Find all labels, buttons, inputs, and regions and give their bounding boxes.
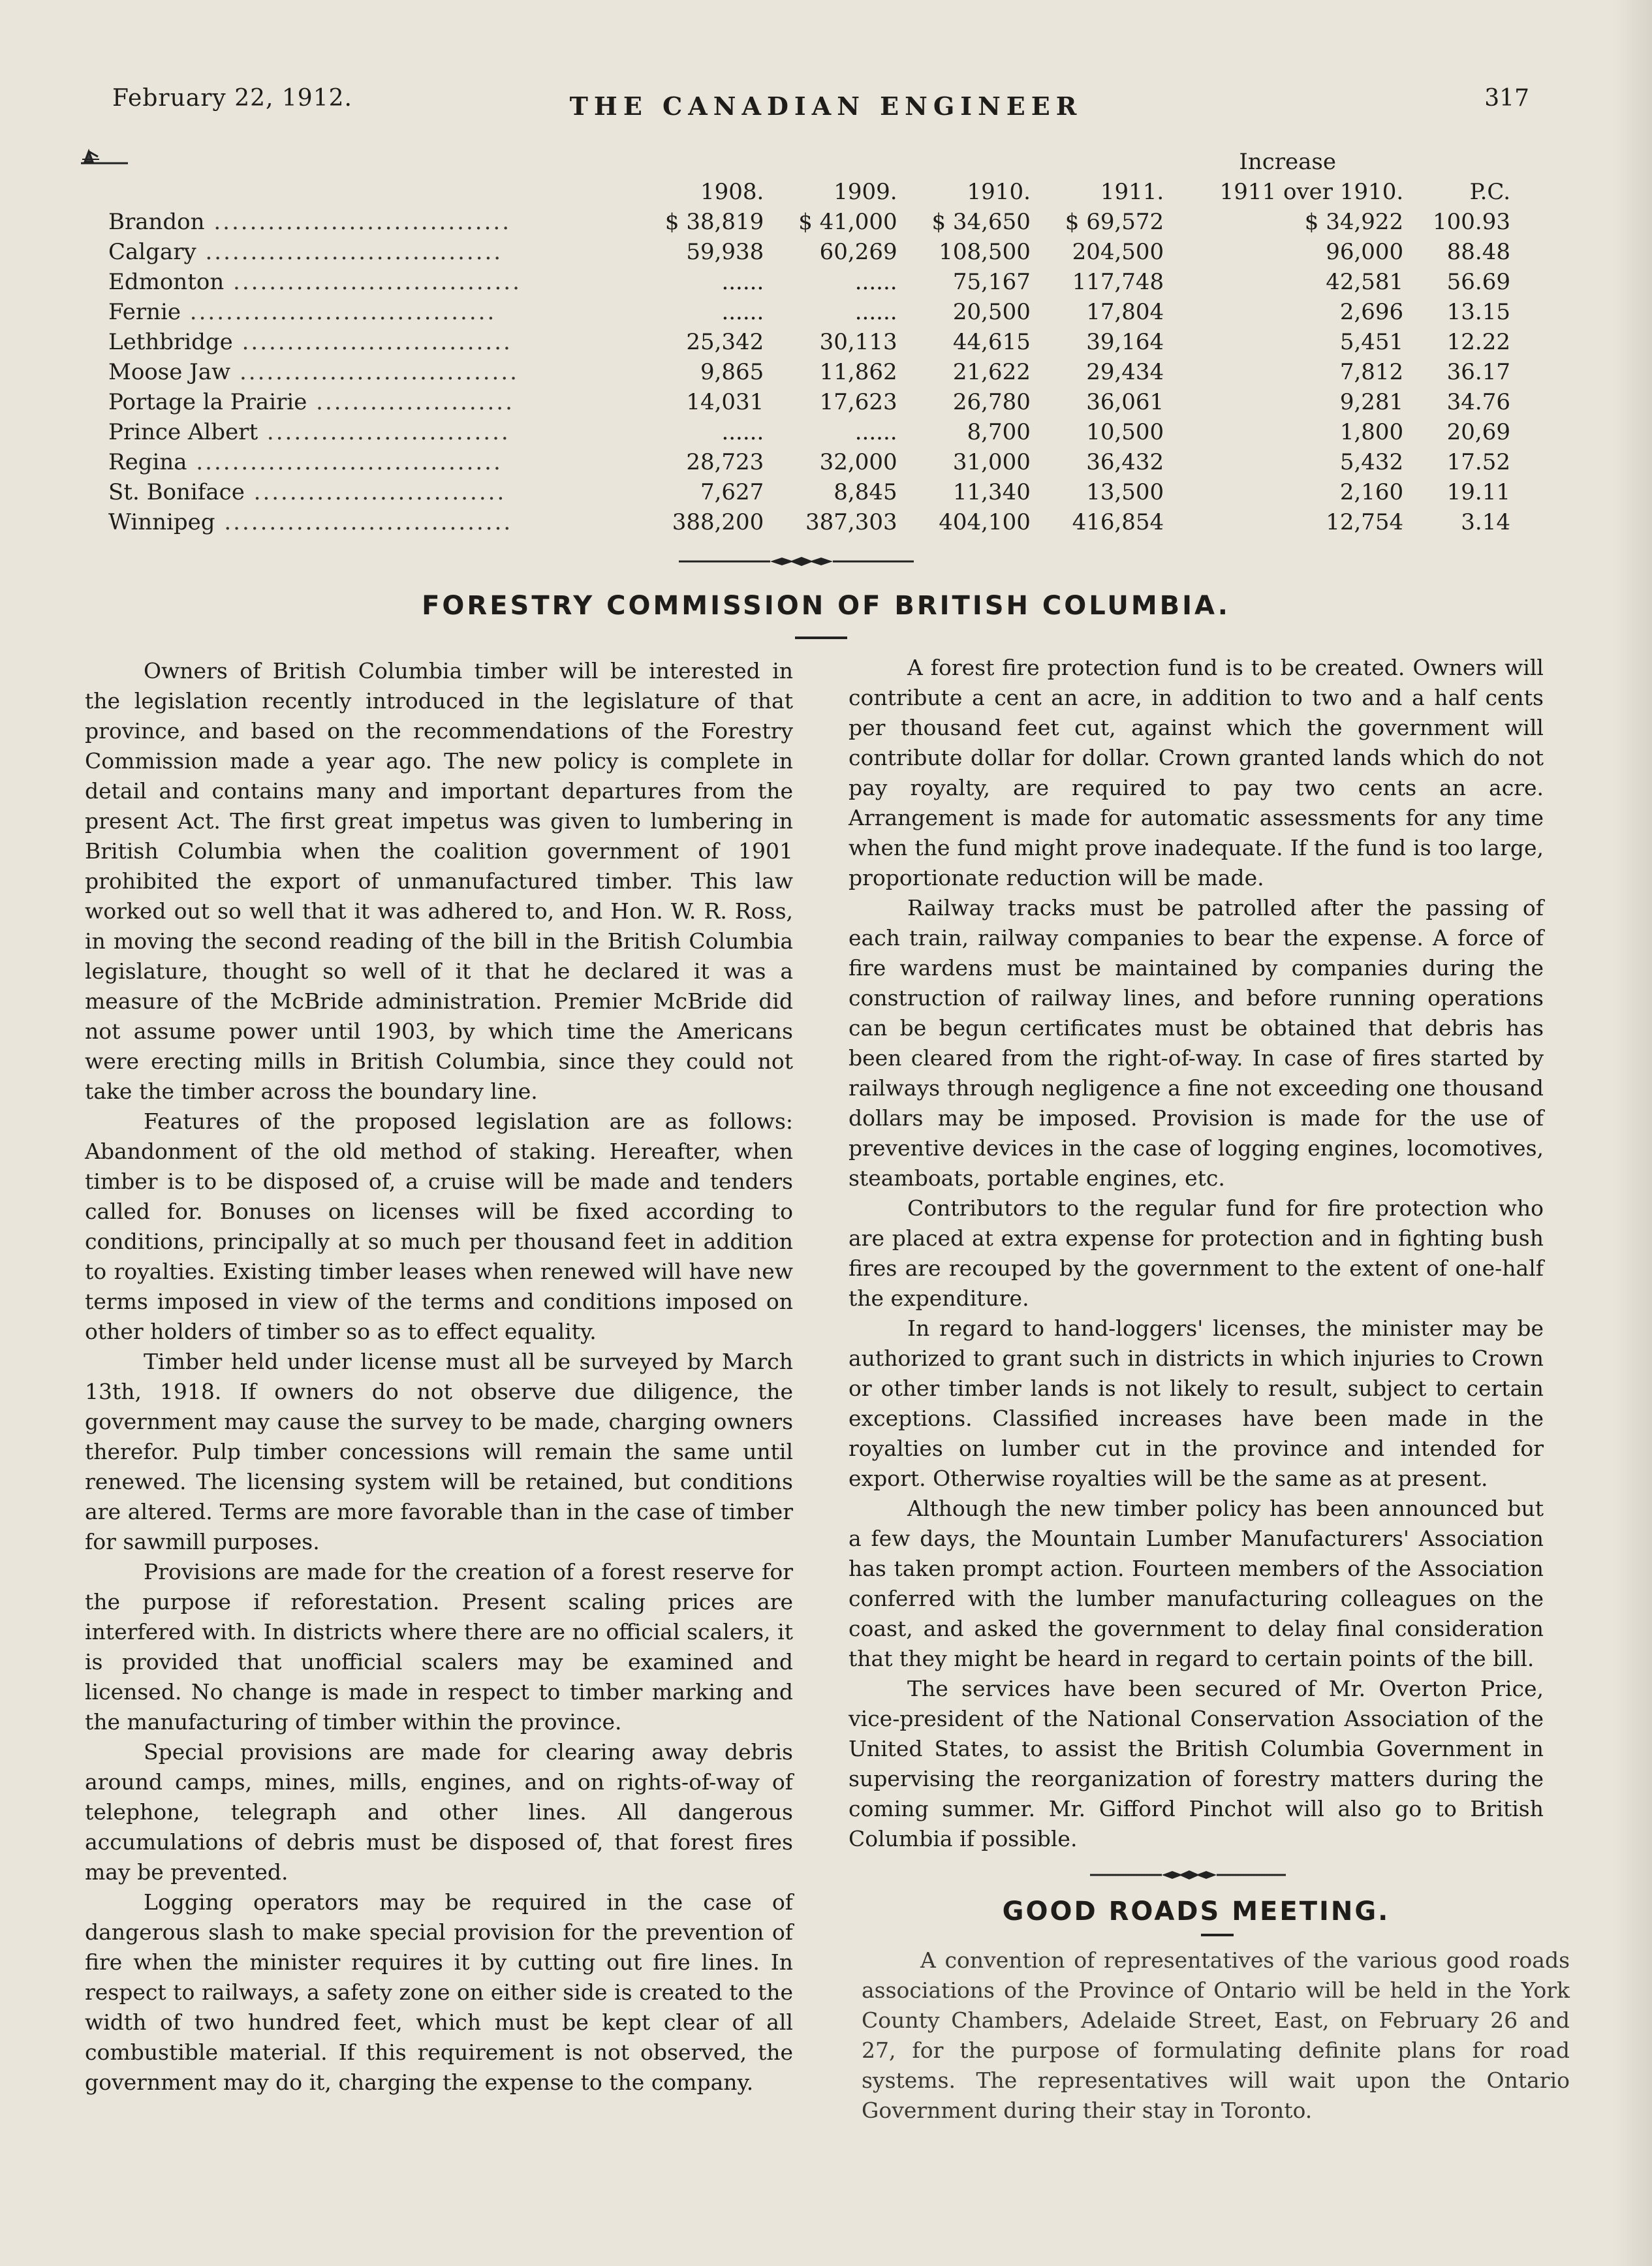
city-cell bbox=[104, 477, 634, 507]
value-cell-pc: 13.15 bbox=[1446, 299, 1510, 325]
city-cell bbox=[104, 447, 634, 477]
page-number: 317 bbox=[1484, 85, 1529, 112]
good-roads-title: GOOD ROADS MEETING. bbox=[1002, 1896, 1390, 1927]
value-cell-y1910: 20,500 bbox=[952, 299, 1031, 325]
value-cell-incr: 2,160 bbox=[1339, 479, 1404, 505]
table-row bbox=[104, 447, 1514, 477]
value-cell-y1911: 416,854 bbox=[1072, 509, 1164, 535]
paragraph: The services have been secured of Mr. Overton Price, vice-president of the National Conservation Association of the United States, to assist the British Columbia Government in supervising the reorganization of forestry matters during the coming summer. Mr. Gifford Pinchot will also go to British Columbia if possible. bbox=[849, 1676, 1544, 1851]
city-name: Lethbridge bbox=[108, 329, 233, 355]
value-cell-y1909: ...... bbox=[854, 419, 897, 445]
value-cell-y1908: 28,723 bbox=[686, 449, 764, 475]
leader-dots: .................................. bbox=[187, 449, 503, 475]
column-header: 1911 over 1910. bbox=[1219, 179, 1404, 205]
value-cell-y1909: 30,113 bbox=[819, 329, 897, 355]
table-row bbox=[104, 237, 1514, 267]
leader-dots: .................................. bbox=[181, 299, 497, 325]
table-row bbox=[104, 387, 1514, 417]
value-cell-y1909: 8,845 bbox=[834, 479, 897, 505]
value-cell-y1909: 387,303 bbox=[805, 509, 897, 535]
value-cell-incr: 2,696 bbox=[1339, 299, 1404, 325]
value-cell-incr: 9,281 bbox=[1339, 389, 1404, 415]
value-cell-y1908: 388,200 bbox=[672, 509, 764, 535]
value-cell-y1910: 44,615 bbox=[952, 329, 1031, 355]
value-cell-incr: $ 34,922 bbox=[1304, 209, 1404, 235]
table-row bbox=[104, 507, 1514, 537]
value-cell-incr: 7,812 bbox=[1339, 359, 1404, 385]
value-cell-y1911: 36,432 bbox=[1086, 449, 1164, 475]
paragraph: Owners of British Columbia timber will be interested in the legislation recently introduced in the legislature of that province, and based on the recommendations of the Forestry Commission made a year ago. The new policy is complete in detail and contains many and important departures from the present Act. The first great impetus was given to lumbering in British Columbia when the coalition government of 1901 prohibited the export of unmanufactured timber. This law worked out so well that it was adhered to, and Hon. W. R. Ross, in moving the second reading of the bill in the British Columbia legislature, thought so well of it that he declared it was a measure of the McBride administration. Premier McBride did not assume power until 1903, by which time the Americans were erecting mills in British Columbia, since they could not take the timber across the boundary line. bbox=[85, 658, 793, 1104]
leader-dots: ................................. bbox=[196, 239, 503, 265]
city-cell bbox=[104, 357, 634, 387]
value-cell-y1909: 17,623 bbox=[819, 389, 897, 415]
paragraph: A convention of representatives of the various good roads associations of the Province of Ontario will be held in the York County Chambers, Adelaide Street, East, on February 26 and 27, for the purpose of formulating definite plans for road systems. The representatives will wait upon the Ontario Government during their stay in Toronto. bbox=[862, 1947, 1570, 2123]
city-cell bbox=[104, 207, 634, 237]
value-cell-y1908: 14,031 bbox=[686, 389, 764, 415]
paragraph: A forest fire protection fund is to be created. Owners will contribute a cent an acre, in addition to two and a half cents per thousand feet cut, against which the government will contribute dollar for dollar. Crown granted lands which do not pay royalty, are required to pay two cents an acre. Arrangement is made for automatic assessments for any time when the fund might prove inadequate. If the fund is too large, proportionate reduction will be made. bbox=[849, 655, 1544, 890]
value-cell-pc: 100.93 bbox=[1433, 209, 1510, 235]
city-name: Portage la Prairie bbox=[108, 389, 307, 415]
value-cell-y1910: 108,500 bbox=[939, 239, 1031, 265]
table-row bbox=[104, 327, 1514, 357]
value-cell-incr: 12,754 bbox=[1326, 509, 1404, 535]
table-row bbox=[104, 417, 1514, 447]
city-name: Moose Jaw bbox=[108, 359, 231, 385]
value-cell-pc: 19.11 bbox=[1446, 479, 1510, 505]
value-cell-y1910: 8,700 bbox=[967, 419, 1031, 445]
leader-dots: ............................ bbox=[244, 479, 507, 505]
value-cell-y1911: 204,500 bbox=[1072, 239, 1164, 265]
paragraph: Features of the proposed legislation are as follows: Abandonment of the old method of staking. Hereafter, when timber is to be disposed of, a cruise will be made and tenders called for. Bonuses on licenses will be fixed according to conditions, principally at so much per thousand feet in addition to royalties. Existing timber leases when renewed will have new terms imposed in view of the terms and conditions imposed on other holders of timber so as to effect equality. bbox=[85, 1109, 793, 1344]
column-header: 1911. bbox=[1100, 179, 1164, 205]
value-cell-incr: 42,581 bbox=[1326, 269, 1404, 295]
value-cell-y1911: 29,434 bbox=[1086, 359, 1164, 385]
column-header: 1910. bbox=[967, 179, 1031, 205]
increase-header: Increase bbox=[1239, 149, 1336, 175]
table-header-row bbox=[104, 177, 1514, 207]
leader-dots: ................................ bbox=[215, 509, 513, 535]
city-cell bbox=[104, 507, 634, 537]
column-header: P.C. bbox=[1469, 179, 1510, 205]
value-cell-y1911: 39,164 bbox=[1086, 329, 1164, 355]
title-underline bbox=[795, 637, 847, 639]
value-cell-pc: 12.22 bbox=[1446, 329, 1510, 355]
value-cell-y1909: 32,000 bbox=[819, 449, 897, 475]
value-cell-y1908: 25,342 bbox=[686, 329, 764, 355]
city-cell bbox=[104, 267, 634, 297]
value-cell-y1908: ...... bbox=[721, 269, 764, 295]
value-cell-y1911: $ 69,572 bbox=[1065, 209, 1164, 235]
value-cell-y1908: 9,865 bbox=[700, 359, 764, 385]
value-cell-y1909: 11,862 bbox=[819, 359, 897, 385]
city-cell bbox=[104, 297, 634, 327]
table-row bbox=[104, 297, 1514, 327]
value-cell-y1910: 404,100 bbox=[939, 509, 1031, 535]
value-cell-y1909: $ 41,000 bbox=[798, 209, 897, 235]
value-cell-y1908: ...... bbox=[721, 419, 764, 445]
value-cell-y1908: ...... bbox=[721, 299, 764, 325]
value-cell-y1908: $ 38,819 bbox=[664, 209, 764, 235]
column-header: 1909. bbox=[834, 179, 897, 205]
value-cell-y1910: 75,167 bbox=[952, 269, 1031, 295]
value-cell-incr: 5,451 bbox=[1339, 329, 1404, 355]
leader-dots: ................................ bbox=[224, 269, 522, 295]
city-name: Prince Albert bbox=[108, 419, 258, 445]
value-cell-pc: 17.52 bbox=[1446, 449, 1510, 475]
paragraph: Railway tracks must be patrolled after the passing of each train, railway companies to bear the expense. A force of fire wardens must be maintained by companies during the construction of railway lines, and before running operations can be begun certificates must be obtained that debris has been cleared from the right-of-way. In case of fires started by railways through negligence a fine not exceeding one thousand dollars may be imposed. Provision is made for the use of preventive devices in the case of logging engines, locomotives, steamboats, portable engines, etc. bbox=[849, 895, 1544, 1191]
value-cell-y1911: 17,804 bbox=[1086, 299, 1164, 325]
value-cell-y1910: 26,780 bbox=[952, 389, 1031, 415]
paragraph: Logging operators may be required in the case of dangerous slash to make special provision for the prevention of fire when the minister requires it by cutting out fire lines. In respect to railways, a safety zone on either side is created to the width of two hundred feet, which must be kept clear of all combustible material. If this requirement is not observed, the government may do it, charging the expense to the company. bbox=[85, 1889, 793, 2095]
value-cell-incr: 1,800 bbox=[1339, 419, 1404, 445]
building-statistics-table bbox=[104, 147, 1514, 537]
value-cell-y1911: 10,500 bbox=[1086, 419, 1164, 445]
value-cell-y1910: 31,000 bbox=[952, 449, 1031, 475]
table-row bbox=[104, 477, 1514, 507]
paragraph: In regard to hand-loggers' licenses, the minister may be authorized to grant such in districts in which injuries to Crown or other timber lands is not likely to result, subject to certain exceptions. Classified increases have been made in the royalties on lumber cut in the province and intended for export. Otherwise royalties will be the same as at present. bbox=[849, 1315, 1544, 1491]
value-cell-pc: 88.48 bbox=[1446, 239, 1510, 265]
value-cell-pc: 20,69 bbox=[1446, 419, 1510, 445]
paragraph: Special provisions are made for clearing away debris around camps, mines, mills, engines, and on rights-of-way of telephone, telegraph and other lines. All dangerous accumulations of debris must be disposed of, that forest fires may be prevented. bbox=[85, 1739, 793, 1885]
value-cell-y1908: 59,938 bbox=[686, 239, 764, 265]
journal-title: THE CANADIAN ENGINEER bbox=[569, 91, 1083, 121]
leader-dots: ................................. bbox=[204, 209, 512, 235]
paragraph: Although the new timber policy has been announced but a few days, the Mountain Lumber Manufacturers' Association has taken prompt action. Fourteen members of the Association conferred with the lumber manufacturing colleagues on the coast, and asked the government to delay final consideration that they might be heard in regard to certain points of the bill. bbox=[849, 1496, 1544, 1671]
city-name: Fernie bbox=[108, 299, 181, 325]
paragraph: Provisions are made for the creation of a forest reserve for the purpose if reforestation. Present scaling prices are interfered with. In districts where there are no official scalers, it is provided that unofficial scalers may be examined and licensed. No change is made in respect to timber marking and the manufacturing of timber within the province. bbox=[85, 1559, 793, 1735]
value-cell-y1911: 117,748 bbox=[1072, 269, 1164, 295]
value-cell-y1909: ...... bbox=[854, 299, 897, 325]
issue-date: February 22, 1912. bbox=[112, 85, 352, 112]
city-cell bbox=[104, 387, 634, 417]
value-cell-y1910: $ 34,650 bbox=[931, 209, 1031, 235]
table-row bbox=[104, 267, 1514, 297]
value-cell-incr: 5,432 bbox=[1339, 449, 1404, 475]
article-left-column bbox=[85, 656, 793, 2098]
good-roads-column bbox=[862, 1945, 1570, 2126]
city-cell bbox=[104, 327, 634, 357]
article-title: FORESTRY COMMISSION OF BRITISH COLUMBIA. bbox=[422, 591, 1230, 621]
value-cell-y1908: 7,627 bbox=[700, 479, 764, 505]
value-cell-pc: 36.17 bbox=[1446, 359, 1510, 385]
value-cell-y1909: ...... bbox=[854, 269, 897, 295]
value-cell-pc: 56.69 bbox=[1446, 269, 1510, 295]
value-cell-pc: 34.76 bbox=[1446, 389, 1510, 415]
paragraph: Contributors to the regular fund for fire protection who are placed at extra expense for protection and in fighting bush fires are recouped by the government to the extent of one-half the expenditure. bbox=[849, 1195, 1544, 1311]
city-name: St. Boniface bbox=[108, 479, 245, 505]
city-cell bbox=[104, 237, 634, 267]
city-name: Winnipeg bbox=[108, 509, 215, 535]
section-divider-ornament bbox=[679, 555, 914, 568]
city-name: Brandon bbox=[108, 209, 205, 235]
city-name: Regina bbox=[108, 449, 187, 475]
value-cell-y1910: 11,340 bbox=[952, 479, 1031, 505]
leader-dots: ........................... bbox=[258, 419, 510, 445]
city-name: Calgary bbox=[108, 239, 196, 265]
column-header: 1908. bbox=[700, 179, 764, 205]
table-row bbox=[104, 357, 1514, 387]
city-cell bbox=[104, 417, 634, 447]
leader-dots: .............................. bbox=[232, 329, 512, 355]
section-divider-ornament bbox=[1090, 1868, 1286, 1881]
value-cell-y1910: 21,622 bbox=[952, 359, 1031, 385]
value-cell-y1911: 13,500 bbox=[1086, 479, 1164, 505]
leader-dots: ............................... bbox=[230, 359, 519, 385]
value-cell-incr: 96,000 bbox=[1326, 239, 1404, 265]
paragraph: Timber held under license must all be surveyed by March 13th, 1918. If owners do not observe due diligence, the government may cause the survey to be made, charging owners therefor. Pulp timber concessions will remain the same until renewed. The licensing system will be retained, but conditions are altered. Terms are more favorable than in the case of timber for sawmill purposes. bbox=[85, 1349, 793, 1554]
article-right-column bbox=[849, 653, 1544, 1854]
good-roads-underline bbox=[1201, 1934, 1234, 1936]
value-cell-y1909: 60,269 bbox=[819, 239, 897, 265]
value-cell-pc: 3.14 bbox=[1461, 509, 1510, 535]
table-row bbox=[104, 207, 1514, 237]
leader-dots: ...................... bbox=[307, 389, 514, 415]
city-name: Edmonton bbox=[108, 269, 225, 295]
value-cell-y1911: 36,061 bbox=[1086, 389, 1164, 415]
table-header-row-increase bbox=[104, 147, 1514, 177]
